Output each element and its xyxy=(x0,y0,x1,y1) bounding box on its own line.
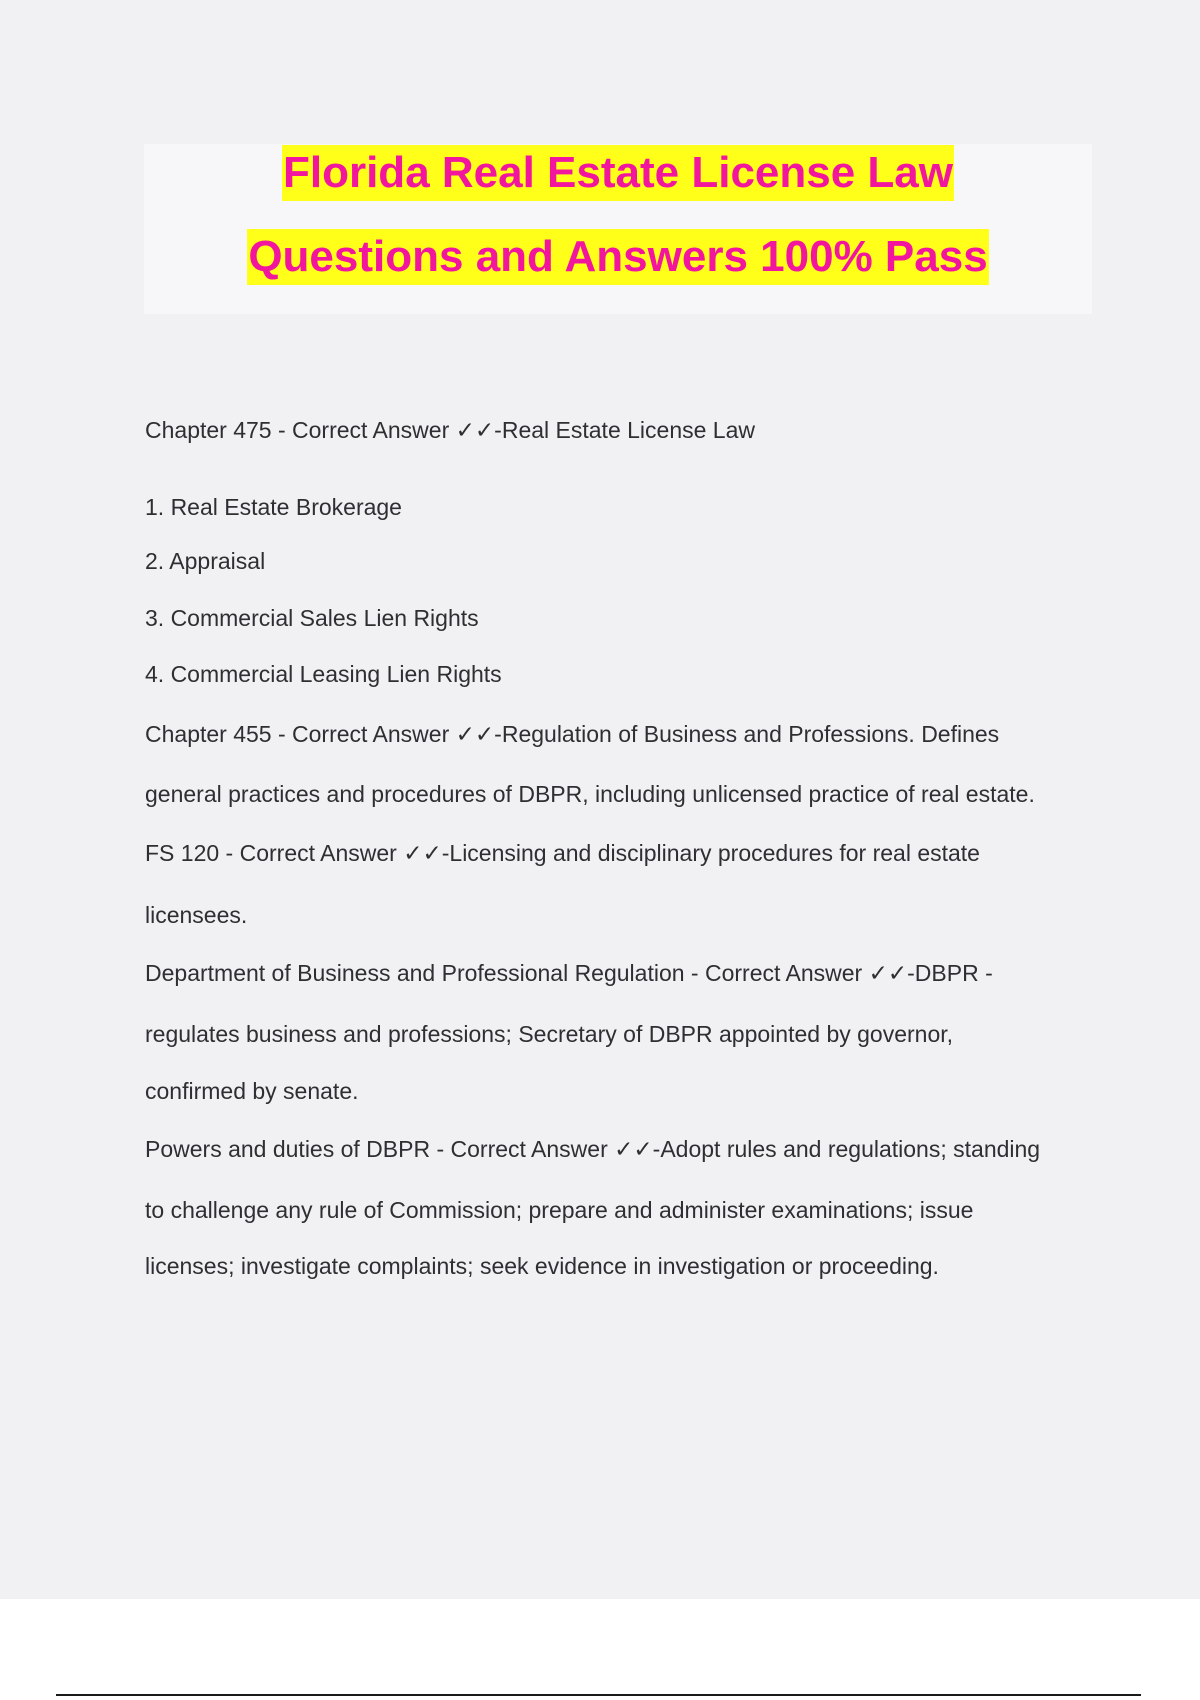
entry-line: regulates business and professions; Secretary of DBPR appointed by governor, xyxy=(145,1021,954,1047)
title-line-2 xyxy=(144,229,1092,285)
footer-divider xyxy=(56,1694,1141,1696)
entry-line: to challenge any rule of Commission; prepare and administer examinations; issue xyxy=(145,1197,974,1223)
list-item: 3. Commercial Sales Lien Rights xyxy=(145,605,479,631)
document-title-block xyxy=(144,144,1092,314)
entry-line: confirmed by senate. xyxy=(145,1078,359,1104)
entry-line: FS 120 - Correct Answer ✓✓-Licensing and disciplinary procedures for real estate xyxy=(145,840,980,866)
entry-line: Powers and duties of DBPR - Correct Answer ✓✓-Adopt rules and regulations; standing xyxy=(145,1136,1041,1162)
entry-line: licensees. xyxy=(145,902,248,928)
entry-line: licenses; investigate complaints; seek evidence in investigation or proceeding. xyxy=(145,1253,939,1279)
entry-line: Chapter 475 - Correct Answer ✓✓-Real Estate License Law xyxy=(145,417,755,443)
entry-line: Chapter 455 - Correct Answer ✓✓-Regulation of Business and Professions. Defines xyxy=(145,721,1000,747)
list-item: 4. Commercial Leasing Lien Rights xyxy=(145,661,502,687)
entry-line: general practices and procedures of DBPR, including unlicensed practice of real estate. xyxy=(145,781,1035,807)
title-line-1 xyxy=(144,145,1092,201)
title-text-highlighted: Florida Real Estate License Law xyxy=(282,145,954,201)
title-text-highlighted: Questions and Answers 100% Pass xyxy=(247,229,988,285)
entry-line: Department of Business and Professional Regulation - Correct Answer ✓✓-DBPR - xyxy=(145,960,993,986)
list-item: 2. Appraisal xyxy=(145,548,266,574)
list-item: 1. Real Estate Brokerage xyxy=(145,494,402,520)
